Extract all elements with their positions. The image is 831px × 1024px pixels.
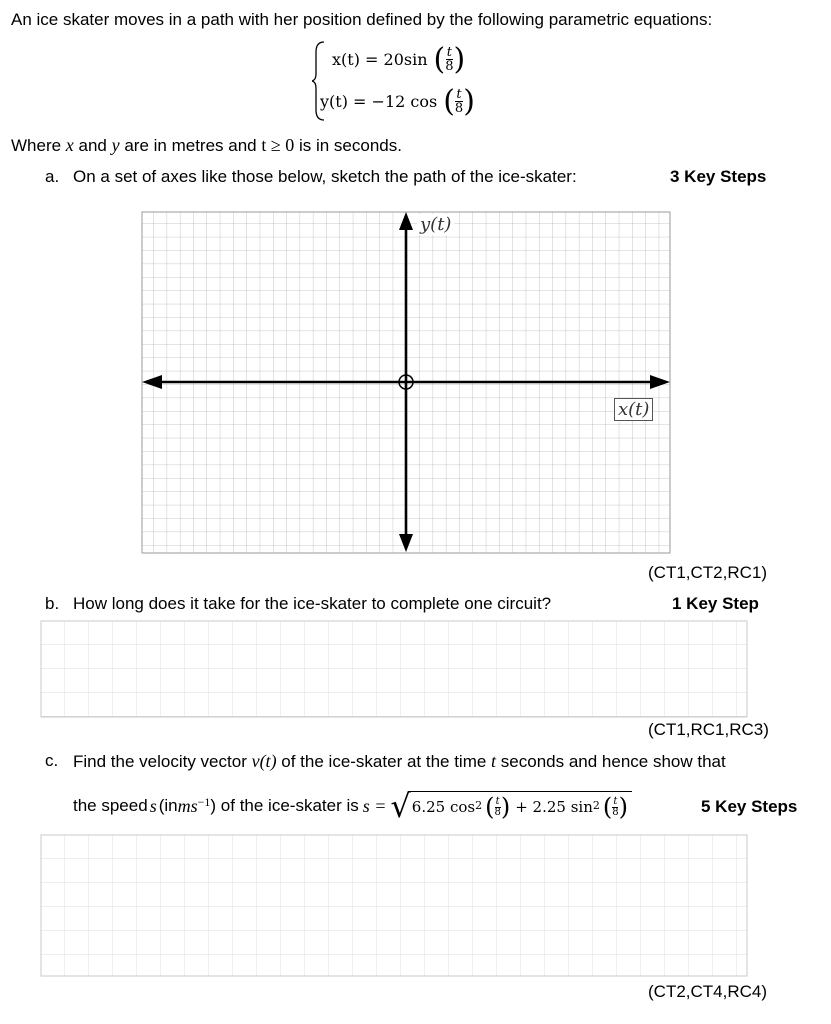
part-c-question-line1: Find the velocity vector v(t) of the ice-skater at the time t seconds and hence show that [73,751,726,771]
equation-system [312,40,512,120]
part-b-question: How long does it take for the ice-skater to complete one circuit? [73,594,552,613]
part-b-marks: 1 Key Step [672,594,759,613]
part-c-letter: c. [45,751,59,770]
y-equation: y(t) = −12 cos ( $\frac{t}{8}$ ) [320,83,475,119]
part-b-answer-grid [40,620,748,718]
x-axis-label: x(t) [614,398,653,421]
part-a-codes: (CT1,CT2,RC1) [648,563,768,582]
part-c-question-line2: the speed s (in ms $^{-1}$ ) of the ice-skater is s = √ 6.25 cos $^2$ ( $\frac{t}{8}$ ) + 2.25 sin $^2$ ( $\frac{t}{8}$ ) [73,786,632,826]
part-a-letter: a. [45,167,60,186]
y-equation-fraction: $\frac{t}{8}$ [454,86,464,116]
x-equation: x(t) = 20sin ( $\frac{t}{8}$ ) [332,41,466,77]
x-equation-fraction: $\frac{t}{8}$ [445,44,454,74]
x-equation-lhs: x(t) = 20sin [332,49,428,69]
intro-text: An ice skater moves in a path with her position defined by the following parametric equations: [11,10,713,29]
part-c-answer-grid [40,834,748,977]
part-c-codes: (CT2,CT4,RC4) [648,982,768,1001]
units-statement: Where x and y are in metres and t ≥ 0 is in seconds. [11,135,402,155]
y-axis-label: y(t) [417,214,454,235]
axes-grid [140,210,672,555]
square-root-icon: √ [390,787,411,825]
part-c-marks: 5 Key Steps [701,797,798,816]
part-b-codes: (CT1,RC1,RC3) [648,720,769,739]
y-equation-lhs: y(t) = −12 cos [320,91,438,111]
part-a-marks: 3 Key Steps [670,167,767,186]
part-b-letter: b. [45,594,60,613]
part-a-question: On a set of axes like those below, sketch the path of the ice-skater: [73,167,577,186]
speed-expression: 6.25 cos $^2$ ( $\frac{t}{8}$ ) + 2.25 sin $^2$ ( $\frac{t}{8}$ ) [408,791,632,821]
